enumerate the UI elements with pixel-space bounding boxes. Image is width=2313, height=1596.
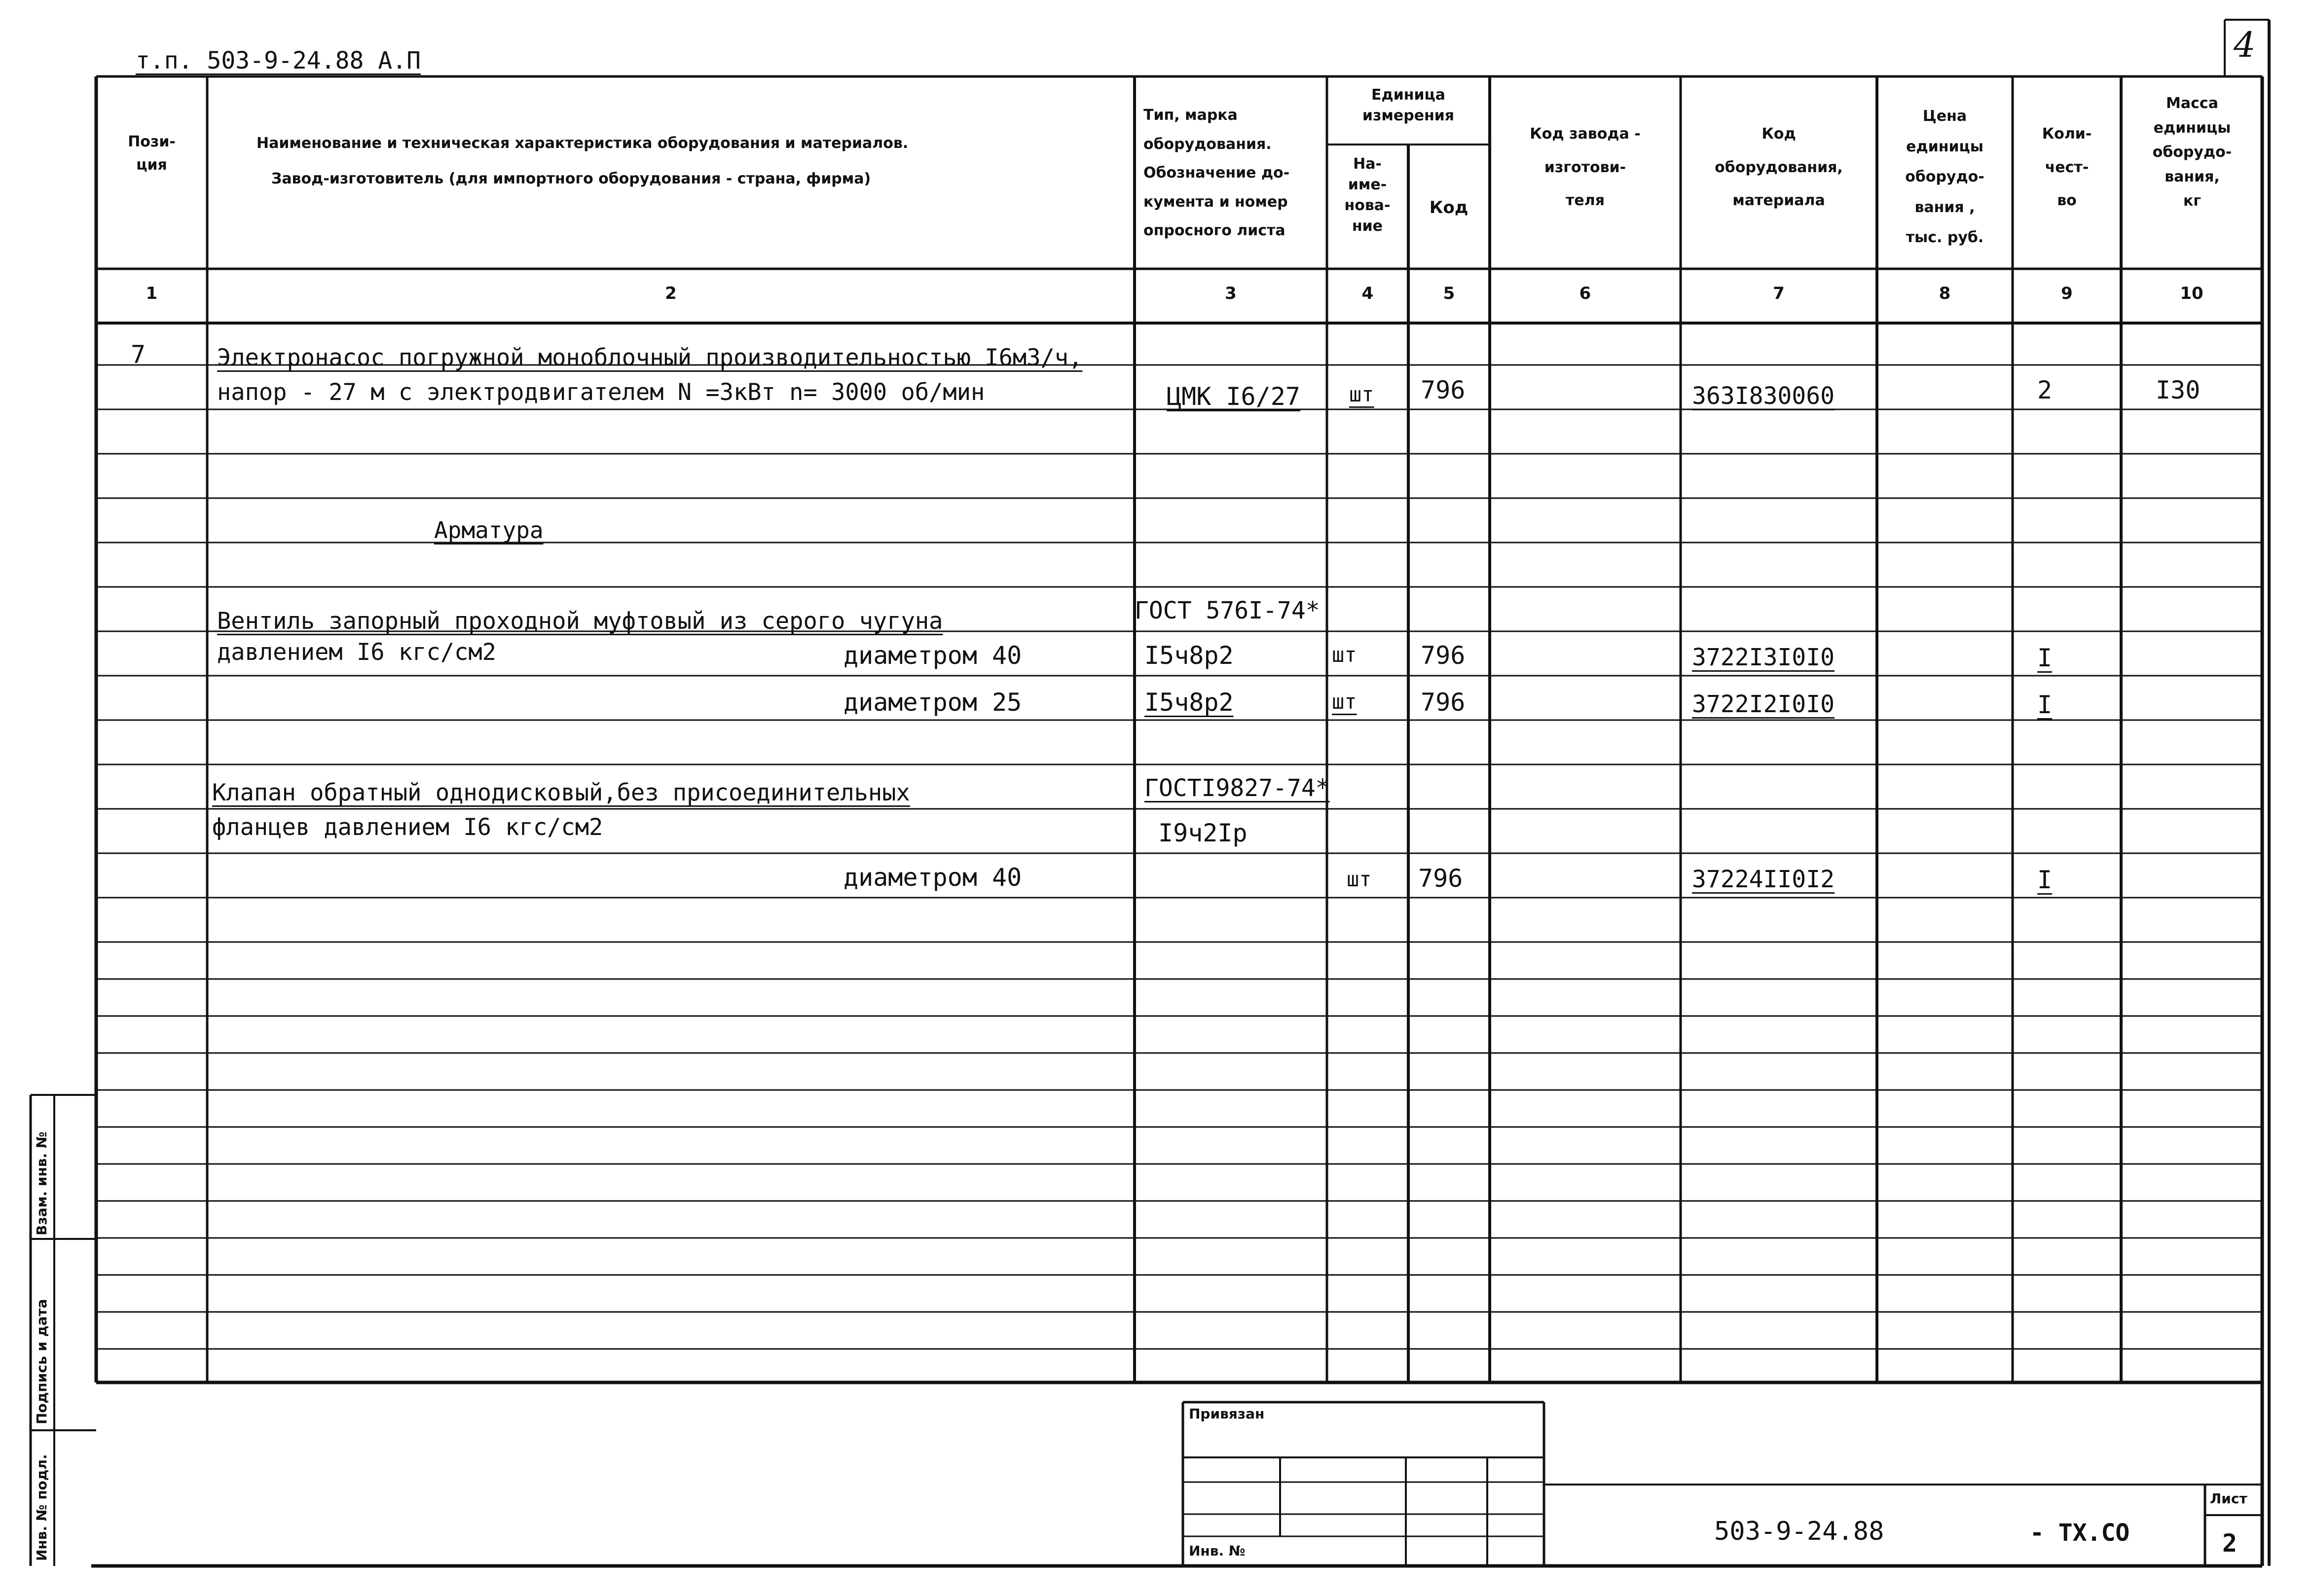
valve-type-25: I5ч8р2 — [1144, 688, 1234, 717]
pump-equipment-code: 363I830060 — [1692, 382, 1835, 410]
header-unit-name: На- име- нова- ние — [1344, 155, 1391, 235]
col-number-6: 6 — [1579, 284, 1591, 303]
pump-quantity: 2 — [2037, 376, 2053, 404]
valve-unit-code-40: 796 — [1421, 641, 1466, 670]
valve-diameter-40: диаметром 40 — [844, 641, 1022, 670]
side-label-vzam-inv: Взам. инв. № — [34, 1131, 50, 1235]
valve-unit-40: шт — [1332, 643, 1357, 667]
pump-type: ЦМК I6/27 — [1167, 382, 1300, 411]
valve-unit-25: шт — [1332, 689, 1357, 714]
valve-equipment-code-40: 3722I3I0I0 — [1692, 644, 1835, 671]
col-number-3: 3 — [1225, 284, 1237, 303]
sheet-number: 2 — [2222, 1529, 2238, 1558]
document-code: т.п. 503-9-24.88 А.П — [136, 47, 421, 74]
pump-mass: I30 — [2156, 376, 2201, 404]
pump-unit-code: 796 — [1421, 376, 1466, 404]
check-valve-name-line1: Клапан обратный однодисковый,без присоединительных — [212, 779, 910, 806]
pump-name-line1: Электронасос погружной моноблочный производительностью I6м3/ч, — [217, 344, 1083, 371]
header-manufacturer-code: Код завода - изготови- теля — [1530, 125, 1641, 209]
header-unit: Единица измерения — [1362, 86, 1455, 124]
col-number-10: 10 — [2180, 284, 2203, 303]
valve-quantity-40: I — [2037, 644, 2053, 672]
check-valve-type: I9ч2Iр — [1158, 819, 1248, 847]
valve-equipment-code-25: 3722I2I0I0 — [1692, 690, 1835, 718]
pump-unit: шт — [1349, 382, 1374, 406]
side-label-inv-podl: Инв. № подл. — [34, 1454, 50, 1561]
col-number-2: 2 — [665, 284, 677, 303]
check-valve-equipment-code: 37224II0I2 — [1692, 866, 1835, 893]
col-number-7: 7 — [1773, 284, 1785, 303]
valve-unit-code-25: 796 — [1421, 688, 1466, 717]
sheet-label: Лист — [2210, 1490, 2247, 1507]
valve-quantity-25: I — [2037, 690, 2053, 719]
check-valve-diameter: диаметром 40 — [844, 863, 1022, 892]
check-valve-unit-code: 796 — [1418, 864, 1463, 893]
col-number-8: 8 — [1939, 284, 1951, 303]
check-valve-name-line2: фланцев давлением I6 кгс/см2 — [212, 814, 603, 841]
valve-name-line1: Вентиль запорный проходной муфтовый из серого чугуна — [217, 608, 943, 635]
header-price: Цена единицы оборудо- вания , тыс. руб. — [1905, 108, 1984, 246]
col-number-1: 1 — [146, 284, 158, 303]
side-label-signature-date: Подпись и дата — [34, 1299, 50, 1424]
title-block-section: - ТХ.СО — [2030, 1519, 2130, 1547]
col-number-4: 4 — [1361, 284, 1374, 303]
title-block-code: 503-9-24.88 — [1714, 1517, 1884, 1546]
valve-diameter-25: диаметром 25 — [844, 688, 1022, 717]
stamp-inv-no: Инв. № — [1189, 1543, 1246, 1559]
header-mass: Масса единицы оборудо- вания, кг — [2152, 95, 2232, 210]
stamp-privyazan: Привязан — [1189, 1406, 1265, 1422]
header-quantity: Коли- чест- во — [2042, 125, 2092, 209]
check-valve-standard: ГОСТI9827-74* — [1144, 774, 1330, 802]
pump-name-line2: напор - 27 м с электродвигателем N =3кВт n= 3000 об/мин — [217, 379, 985, 406]
valve-type-40: I5ч8р2 — [1144, 641, 1234, 670]
header-position: Пози- ция — [128, 133, 176, 174]
header-unit-code: Код — [1429, 198, 1469, 218]
valve-name-line2: давлением I6 кгс/см2 — [217, 639, 496, 666]
header-type: Тип, марка оборудования. Обозначение до- кумента и номер опросного листа — [1143, 107, 1290, 239]
handwritten-page-number: 4 — [2234, 25, 2256, 65]
header-name: Наименование и техническая характеристика оборудования и материалов. Завод-изготовитель (для импортного оборудования - страна, фирма) — [257, 135, 909, 187]
row-position: 7 — [131, 340, 146, 369]
valve-standard: ГОСТ 576I-74* — [1135, 597, 1320, 624]
check-valve-unit: шт — [1347, 867, 1372, 891]
section-armatura: Арматура — [434, 517, 544, 544]
col-number-9: 9 — [2061, 284, 2073, 303]
col-number-5: 5 — [1443, 284, 1455, 303]
check-valve-quantity: I — [2037, 866, 2053, 894]
header-equipment-code: Код оборудования, материала — [1715, 125, 1843, 209]
